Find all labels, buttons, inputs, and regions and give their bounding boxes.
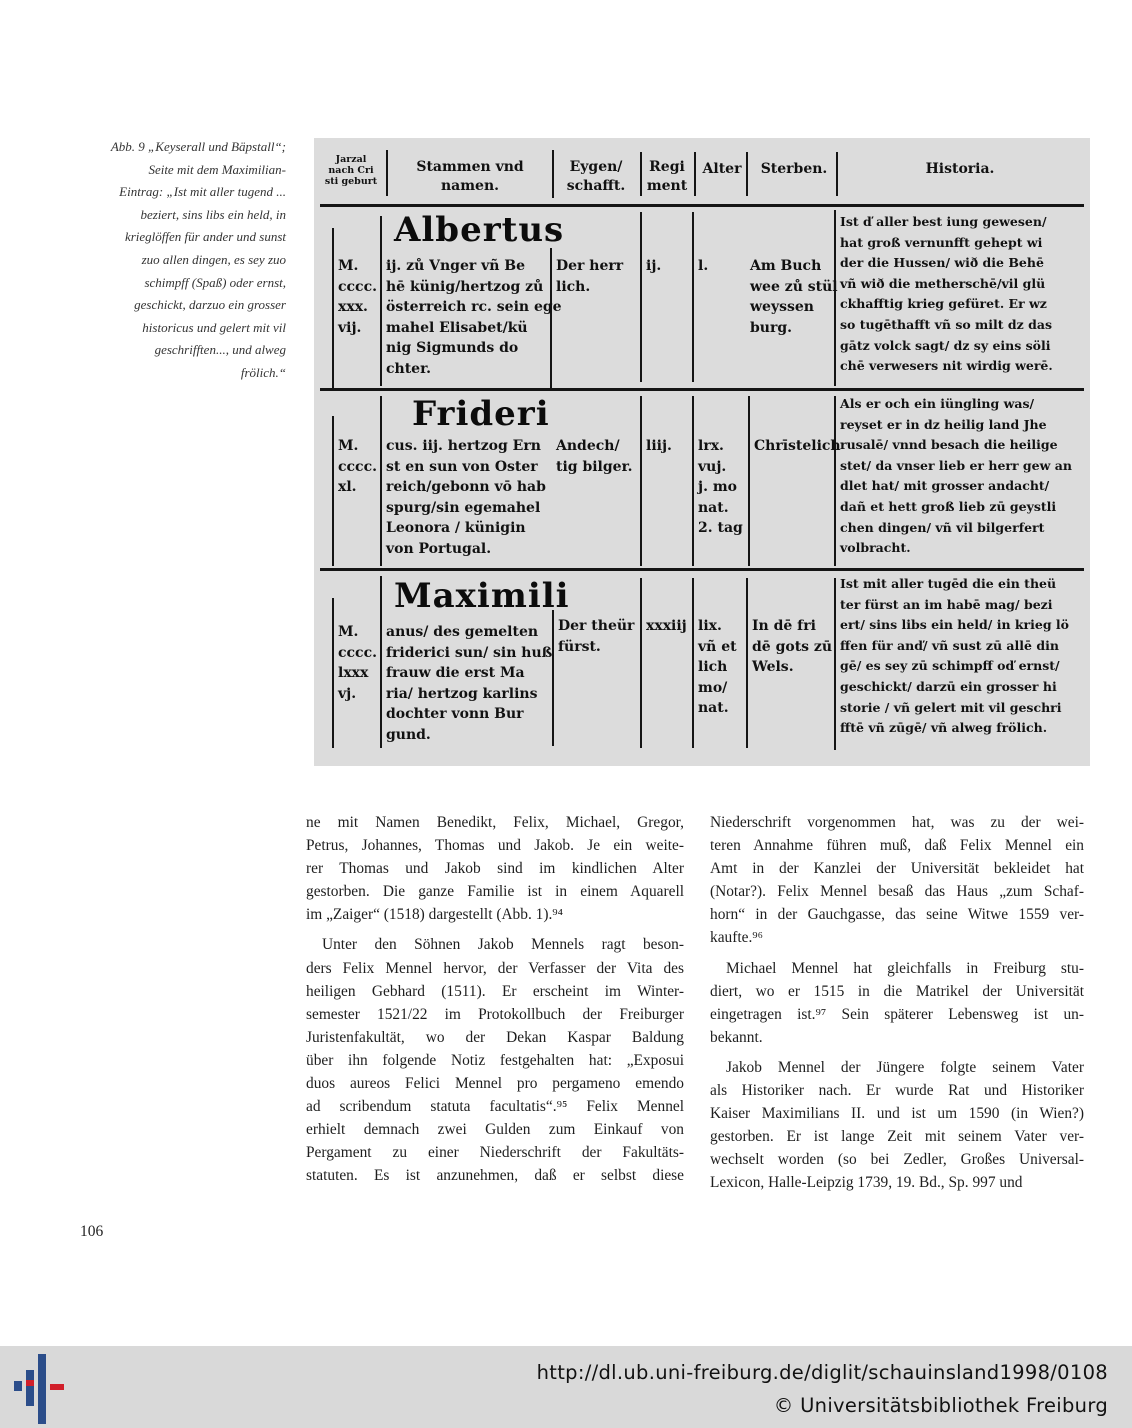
cell-line: geschickt/ darzū ein grosser hi bbox=[840, 678, 1057, 694]
text-line: horn“ in der Gauchgasse, das seine Witwe 1559 ver- bbox=[710, 906, 1084, 924]
cell-line: M. bbox=[338, 258, 359, 274]
cell-line: reich/gebonn vō hab bbox=[386, 479, 546, 496]
document-url[interactable]: http://dl.ub.uni-freiburg.de/diglit/schauinsland1998/0108 bbox=[536, 1361, 1108, 1384]
text-line: statuten. Es ist anzunehmen, daß er selbst diese bbox=[306, 1167, 684, 1185]
cell-line: j. mo bbox=[698, 479, 737, 496]
cell-line: anus/ des gemelten bbox=[386, 624, 539, 640]
cell-line: dañ et hett groß lieb zū geystli bbox=[840, 498, 1057, 514]
entry-stammen bbox=[386, 622, 552, 746]
cell-line: In dē fri bbox=[752, 618, 816, 634]
text-line: Unter den Söhnen Jakob Mennels ragt beson- bbox=[322, 936, 684, 954]
text-line: rer Thomas und Jakob sind im kindlichen Alter bbox=[306, 860, 684, 878]
cell-line: lich bbox=[698, 659, 728, 676]
page-number: 106 bbox=[80, 1223, 104, 1240]
cell-line: Leonora / künigin bbox=[386, 520, 526, 537]
cell-line: chē verwesers nit wirdig werē. bbox=[840, 358, 1053, 374]
caption-line: Eintrag: „Ist mit aller tugend ... bbox=[119, 184, 286, 200]
text-line: als Historiker nach. Er wurde Rat und Historiker bbox=[710, 1082, 1084, 1100]
cell-line: volbracht. bbox=[840, 540, 911, 556]
caption-line: historicus und gelert mit vil bbox=[142, 319, 286, 335]
text-line: (Notar?). Felix Mennel besaß das Haus „zum Schaf- bbox=[710, 883, 1084, 901]
text-line: Juristenfakultät, wo der Dekan Kaspar Baldung bbox=[306, 1028, 684, 1046]
entry-historia bbox=[840, 212, 1053, 377]
entry-alter: l. bbox=[698, 258, 709, 274]
text-line: gestorben. Die ganze Familie ist in einem Aquarell bbox=[306, 883, 684, 901]
text-line: erhielt demnach zwei Gulden zum Einkauf von bbox=[306, 1121, 684, 1139]
cell-line: vij. bbox=[338, 319, 362, 336]
cell-line: Der theür bbox=[558, 618, 635, 634]
text-line: Amt in der Kanzlei der Universität bekleidet hat bbox=[710, 860, 1084, 878]
text-line: Lexicon, Halle-Leipzig 1739, 19. Bd., Sp. 997 und bbox=[710, 1174, 1023, 1192]
cell-line: nig Sigmunds do bbox=[386, 340, 519, 357]
cell-line: M. bbox=[338, 624, 359, 640]
cell-line: xxx. bbox=[338, 299, 368, 316]
cell-line: so tugēthafft vñ so milt dz das bbox=[840, 316, 1052, 332]
entry-eygen bbox=[558, 616, 634, 657]
cell-line: M. bbox=[338, 438, 359, 454]
entry-year bbox=[338, 256, 377, 338]
cell-line: wee zů stül bbox=[750, 278, 838, 295]
caption-line: schimpff (Spaß) oder ernst, bbox=[144, 274, 286, 290]
cell-line: lxxx bbox=[338, 665, 369, 682]
cell-line: reyset er in dz heilig land Jhe bbox=[840, 416, 1047, 432]
cell-line: vñ et bbox=[698, 638, 737, 655]
entry-regiment: liij. bbox=[646, 438, 672, 454]
cell-line: frauw die erst Ma bbox=[386, 665, 525, 682]
cell-line: cccc. bbox=[338, 278, 377, 295]
cell-line: Ist ď aller best iung gewesen/ bbox=[840, 214, 1047, 229]
cell-line: 2. tag bbox=[698, 520, 743, 537]
cell-line: von Portugal. bbox=[386, 540, 492, 557]
cell-line: ckhafftig krieg gefüret. Er wz bbox=[840, 296, 1047, 312]
text-line: wechselt worden (so bei Zedler, Großes Universal- bbox=[710, 1151, 1084, 1169]
caption-line: beziert, sins libs ein held, in bbox=[140, 206, 286, 222]
entry-name-fridericus: Frideri bbox=[412, 394, 550, 434]
paragraph bbox=[306, 811, 684, 926]
cell-line: hē künig/hertzog zů bbox=[386, 278, 544, 295]
text-line: semester 1521/22 im Protokollbuch der Freiburger bbox=[306, 1005, 684, 1023]
caption-line: geschrifften..., und alweg bbox=[154, 342, 286, 358]
cell-line: ij. zů Vnger vñ Be bbox=[386, 258, 526, 274]
entry-year bbox=[338, 436, 377, 498]
cell-line: burg. bbox=[750, 319, 793, 336]
figure-plate bbox=[314, 138, 1090, 766]
entry-historia bbox=[840, 394, 1072, 559]
body-column-right bbox=[710, 811, 1084, 1202]
header-sterben: Sterben. bbox=[760, 161, 828, 177]
header-stammen: Stammen vnd namen. bbox=[416, 159, 524, 194]
cell-line: storie / vñ gelert mit vil geschri bbox=[840, 699, 1062, 715]
text-line: Kaiser Maximilians II. und ist um 1590 (in Wien?) bbox=[710, 1105, 1084, 1123]
cell-line: lix. bbox=[698, 618, 722, 634]
cell-line: ter fürst an im habē mag/ bezi bbox=[840, 596, 1053, 612]
text-line: Pergament zu einer Niederschrift der Fakultäts- bbox=[306, 1144, 684, 1162]
header-alter: Alter bbox=[702, 161, 742, 177]
text-line: Jakob Mennel der Jüngere folgte seinem Vater bbox=[726, 1058, 1084, 1076]
entry-alter bbox=[698, 616, 737, 719]
cell-line: chen dingen/ vñ vil bilgerfert bbox=[840, 519, 1045, 535]
entry-name-maximilianus: Maximili bbox=[394, 576, 570, 616]
cell-line: gē/ es sey zū schimpff oď ernst/ bbox=[840, 658, 1060, 674]
text-line: duos aureos Felici Mennel pro pergameno emendo bbox=[306, 1075, 684, 1093]
text-line: bekannt. bbox=[710, 1028, 763, 1046]
cell-line: gund. bbox=[386, 726, 431, 743]
cell-line: fftē vñ zūgē/ vñ alweg frölich. bbox=[840, 720, 1048, 736]
text-line: kaufte.⁹⁶ bbox=[710, 929, 764, 947]
cell-line: st en sun von Oster bbox=[386, 458, 538, 475]
cell-line: Am Buch bbox=[750, 258, 822, 274]
entry-regiment: xxxiij bbox=[646, 618, 687, 634]
cell-line: dlet hat/ mit grosser andacht/ bbox=[840, 478, 1050, 494]
cell-line: cus. iij. hertzog Ern bbox=[386, 438, 541, 454]
entry-eygen bbox=[556, 436, 633, 477]
entry-year bbox=[338, 622, 377, 704]
cell-line: chter. bbox=[386, 360, 432, 377]
entry-regiment: ij. bbox=[646, 258, 662, 274]
cell-line: vuj. bbox=[698, 458, 727, 475]
cell-line: ria/ hertzog karlins bbox=[386, 685, 538, 702]
footer-bar bbox=[0, 1346, 1132, 1428]
cell-line: fürst. bbox=[558, 638, 601, 655]
cell-line: österreich rc. sein ege bbox=[386, 299, 562, 316]
text-line: über ihn folgende Notiz festgehalten hat: „Exposui bbox=[306, 1051, 684, 1069]
cell-line: lich. bbox=[556, 278, 591, 295]
text-line: teren Annahme führen muß, daß Felix Mennel ein bbox=[710, 837, 1084, 855]
text-line: ders Felix Mennel hervor, der Verfasser der Vita des bbox=[306, 959, 684, 977]
cell-line: Der herr bbox=[556, 258, 624, 274]
cell-line: vñ wið die metherschē/vil glü bbox=[840, 275, 1046, 291]
header-historia: Historia. bbox=[925, 161, 995, 177]
cell-line: Andech/ bbox=[556, 438, 620, 454]
cell-line: xl. bbox=[338, 479, 357, 496]
text-line: Michael Mennel hat gleichfalls in Freiburg stu- bbox=[726, 959, 1084, 977]
cell-line: cccc. bbox=[338, 458, 377, 475]
entry-sterben bbox=[752, 616, 832, 678]
cell-line: nat. bbox=[698, 700, 729, 717]
text-line: ad scribendum statuta facultatis“.⁹⁵ Felix Mennel bbox=[306, 1098, 684, 1116]
cell-line: Chrīstelich bbox=[754, 438, 841, 454]
caption-line: geschickt, darzuo ein grosser bbox=[134, 297, 286, 313]
body-column-left bbox=[306, 811, 684, 1195]
cell-line: dochter vonn Bur bbox=[386, 706, 524, 723]
entry-alter bbox=[698, 436, 743, 539]
cell-line: spurg/sin egemahel bbox=[386, 499, 541, 516]
text-line: im „Zaiger“ (1518) dargestellt (Abb. 1).⁹⁴ bbox=[306, 906, 564, 924]
paragraph bbox=[710, 811, 1084, 950]
text-line: Petrus, Johannes, Thomas und Jakob. Je ein weite- bbox=[306, 837, 684, 855]
cell-line: cccc. bbox=[338, 644, 377, 661]
figure-caption bbox=[60, 136, 286, 385]
cell-line: dē gots zū bbox=[752, 638, 833, 655]
header-eygen: Eygen/ schafft. bbox=[566, 159, 626, 194]
copyright-notice: © Universitätsbibliothek Freiburg bbox=[773, 1394, 1108, 1417]
cell-line: stet/ da vnser lieb er herr gew an bbox=[840, 457, 1072, 473]
text-line: gestorben. Er ist lange Zeit mit seinem Vater ver- bbox=[710, 1128, 1084, 1146]
paragraph bbox=[710, 1056, 1084, 1195]
text-line: diert, wo er 1515 in die Matrikel der Universität bbox=[710, 982, 1084, 1000]
entry-name-albertus: Albertus bbox=[394, 210, 565, 250]
library-logo-icon bbox=[0, 1346, 80, 1428]
cell-line: gātz volck sagt/ dz sy eins söli bbox=[840, 337, 1051, 353]
cell-line: Als er och ein iüngling was/ bbox=[840, 396, 1035, 411]
cell-line: mo/ bbox=[698, 679, 728, 696]
entry-eygen bbox=[556, 256, 623, 297]
text-line: Niederschrift vorgenommen hat, was zu der wei- bbox=[710, 814, 1084, 831]
cell-line: ffen für anď/ vñ sust zū allē din bbox=[840, 637, 1059, 653]
entry-sterben bbox=[754, 436, 841, 457]
cell-line: nat. bbox=[698, 499, 729, 516]
caption-line: krieglöffen für ander und sunst bbox=[124, 229, 286, 245]
paragraph bbox=[306, 933, 684, 1187]
cell-line: weyssen bbox=[750, 299, 814, 316]
cell-line: lrx. bbox=[698, 438, 724, 454]
text-line: ne mit Namen Benedikt, Felix, Michael, Gregor, bbox=[306, 814, 684, 831]
caption-line: frölich.“ bbox=[240, 364, 286, 380]
caption-line: Seite mit dem Maximilian- bbox=[148, 161, 286, 177]
cell-line: hat groß vernunfft gehept wi bbox=[840, 234, 1043, 250]
header-regiment: Regi ment bbox=[646, 159, 688, 194]
cell-line: mahel Elisabet/kü bbox=[386, 319, 528, 336]
cell-line: vj. bbox=[338, 685, 357, 702]
entry-sterben bbox=[750, 256, 838, 338]
cell-line: tig bilger. bbox=[556, 458, 633, 475]
caption-line: Abb. 9 „Keyserall und Bäpstall“; bbox=[110, 139, 286, 154]
paragraph bbox=[710, 957, 1084, 1049]
text-line: heiligen Gebhard (1511). Er erscheint im Winter- bbox=[306, 982, 684, 1000]
cell-line: rusalē/ vnnd besach die heilige bbox=[840, 437, 1058, 453]
cell-line: friderici sun/ sin huß bbox=[386, 644, 553, 661]
entry-stammen bbox=[386, 256, 562, 380]
cell-line: Wels. bbox=[752, 659, 794, 676]
entry-historia bbox=[840, 574, 1069, 739]
text-line: eingetragen ist.⁹⁷ Sein späterer Lebensweg ist un- bbox=[710, 1005, 1084, 1023]
cell-line: der die Hussen/ wið die Behē bbox=[840, 255, 1044, 271]
caption-line: zuo allen dingen, es sey zuo bbox=[141, 251, 286, 267]
cell-line: ert/ sins libs ein held/ in krieg lö bbox=[840, 617, 1070, 633]
header-jarzal: Jarzal nach Cri sti geburt bbox=[324, 154, 378, 187]
cell-line: Ist mit aller tugēd die ein theü bbox=[840, 576, 1057, 591]
entry-stammen bbox=[386, 436, 546, 560]
